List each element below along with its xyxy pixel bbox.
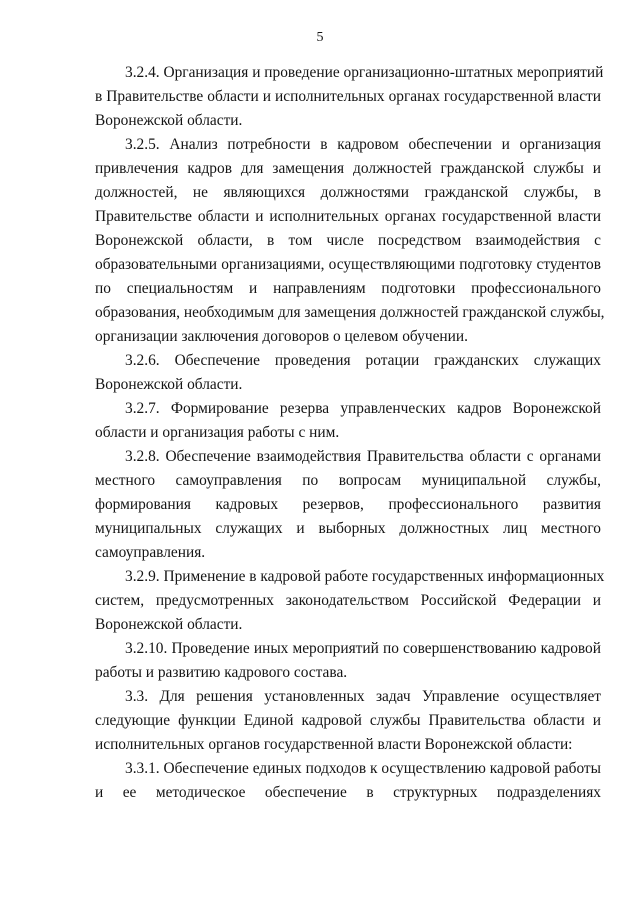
text-line: в Правительстве области и исполнительных органах государственной власти bbox=[95, 88, 601, 105]
text-line: 3.3. Для решения установленных задач Управление осуществляет bbox=[125, 688, 601, 705]
text-line: работы и развитию кадрового состава. bbox=[95, 664, 348, 681]
text-line: муниципальных служащих и выборных должностных лиц местного bbox=[95, 520, 601, 537]
text-line: формирования кадровых резервов, профессионального развития bbox=[95, 496, 601, 513]
text-line: 3.2.4. Организация и проведение организационно-штатных мероприятий bbox=[125, 64, 604, 81]
text-line: 3.2.6. Обеспечение проведения ротации гражданских служащих bbox=[125, 352, 601, 369]
text-line: Воронежской области, в том числе посредством взаимодействия с bbox=[95, 232, 601, 249]
text-line: Воронежской области. bbox=[95, 616, 243, 633]
text-line: образовательными организациями, осуществляющими подготовку студентов bbox=[95, 256, 601, 273]
text-line: организации заключения договоров о целевом обучении. bbox=[95, 328, 468, 345]
text-line: Правительстве области и исполнительных органах государственной власти bbox=[95, 208, 601, 225]
text-line: 3.3.1. Обеспечение единых подходов к осуществлению кадровой работы bbox=[125, 760, 601, 777]
text-line: местного самоуправления по вопросам муниципальной службы, bbox=[95, 472, 601, 489]
text-line: Воронежской области. bbox=[95, 376, 243, 393]
text-line: 3.2.10. Проведение иных мероприятий по совершенствованию кадровой bbox=[125, 640, 601, 657]
text-line: образования, необходимым для замещения должностей гражданской службы, bbox=[95, 304, 605, 321]
text-line: 3.2.7. Формирование резерва управленческих кадров Воронежской bbox=[125, 400, 601, 417]
text-line: 3.2.9. Применение в кадровой работе государственных информационных bbox=[125, 568, 605, 585]
text-line: 3.2.5. Анализ потребности в кадровом обеспечении и организация bbox=[125, 136, 601, 153]
text-line: самоуправления. bbox=[95, 544, 206, 561]
text-line: по специальностям и направлениям подготовки профессионального bbox=[95, 280, 601, 297]
text-line: привлечения кадров для замещения должностей гражданской службы и bbox=[95, 160, 601, 177]
text-line: и ее методическое обеспечение в структурных подразделениях bbox=[95, 784, 601, 801]
text-line: области и организация работы с ним. bbox=[95, 424, 340, 441]
text-line: 3.2.8. Обеспечение взаимодействия Правительства области с органами bbox=[125, 448, 601, 465]
page-number: 5 bbox=[316, 30, 324, 45]
text-line: исполнительных органов государственной власти Воронежской области: bbox=[95, 736, 573, 753]
text-line: следующие функции Единой кадровой службы Правительства области и bbox=[95, 712, 601, 729]
text-line: систем, предусмотренных законодательством Российской Федерации и bbox=[95, 592, 601, 609]
text-line: Воронежской области. bbox=[95, 112, 243, 129]
text-line: должностей, не являющихся должностями гражданской службы, в bbox=[95, 184, 601, 201]
